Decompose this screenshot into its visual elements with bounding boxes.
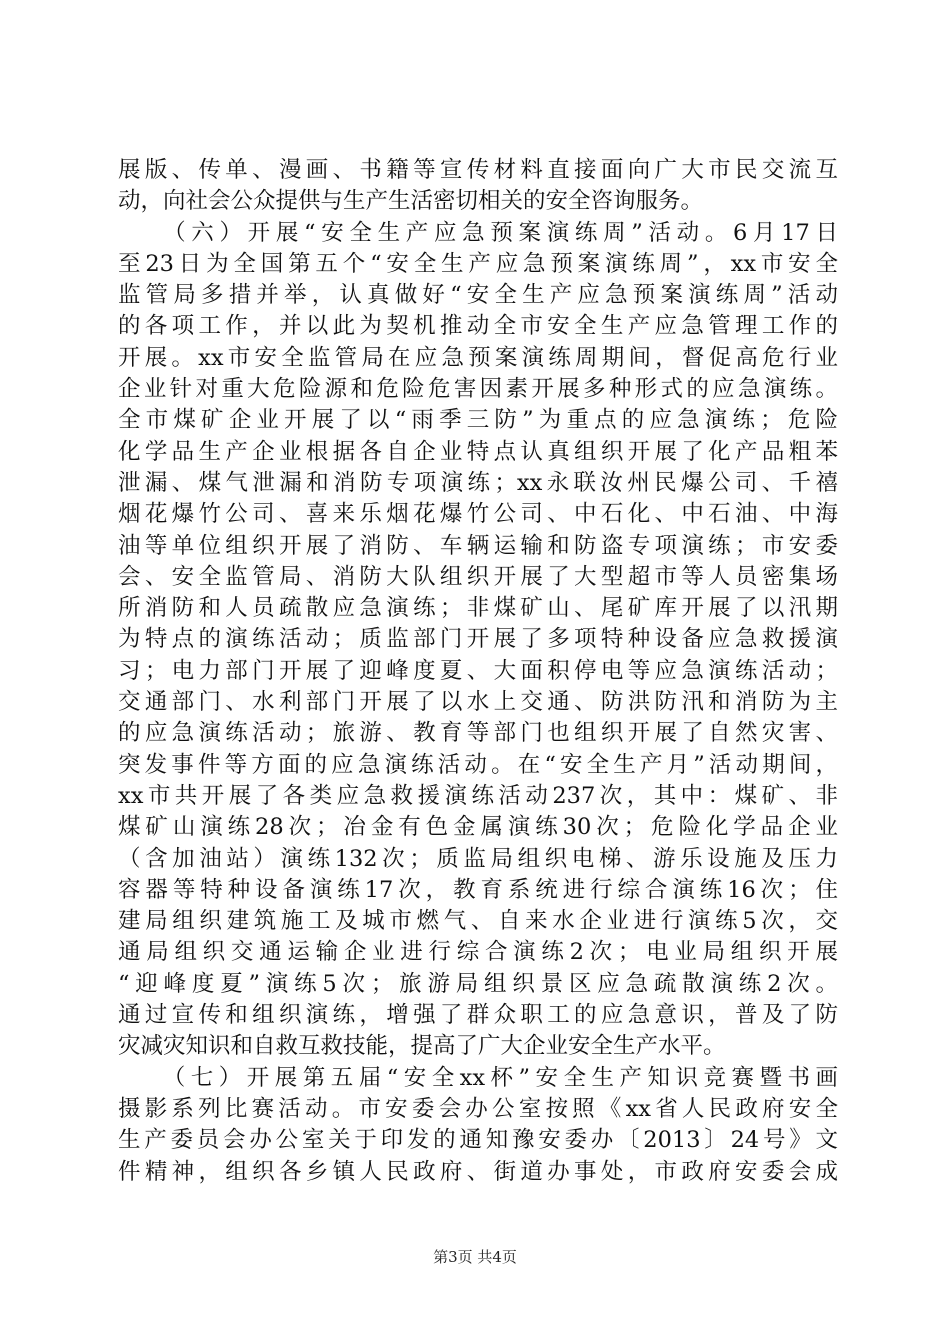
text-line: 摄影系列比赛活动。市安委会办公室按照《xx省人民政府安全 bbox=[118, 1095, 838, 1122]
text-line: 突发事件等方面的应急演练活动。在“安全生产月”活动期间， bbox=[118, 751, 838, 778]
text-line: 开展。xx市安全监管局在应急预案演练周期间，督促高危行业 bbox=[118, 344, 838, 371]
text-line: 交通部门、水利部门开展了以水上交通、防洪防汛和消防为主 bbox=[118, 689, 838, 716]
text-line: 企业针对重大危险源和危险危害因素开展多种形式的应急演练。 bbox=[118, 376, 838, 403]
text-line: 通过宣传和组织演练，增强了群众职工的应急意识，普及了防 bbox=[118, 1002, 838, 1029]
text-line: 的各项工作，并以此为契机推动全市安全生产应急管理工作的 bbox=[118, 313, 838, 340]
document-body bbox=[118, 155, 838, 1188]
text-line: （六）开展“安全生产应急预案演练周”活动。6月17日 bbox=[118, 219, 838, 246]
text-line: 展版、传单、漫画、书籍等宣传材料直接面向广大市民交流互 bbox=[118, 157, 838, 183]
text-line: 习；电力部门开展了迎峰度夏、大面积停电等应急演练活动； bbox=[118, 657, 838, 684]
text-line: 动，向社会公众提供与生产生活密切相关的安全咨询服务。 bbox=[118, 188, 704, 215]
text-line: 会、安全监管局、消防大队组织开展了大型超市等人员密集场 bbox=[118, 563, 838, 590]
page-number: 第3页 共4页 bbox=[433, 1248, 517, 1266]
text-line: 建局组织建筑施工及城市燃气、自来水企业进行演练5次，交 bbox=[118, 908, 838, 935]
text-line: 灾减灾知识和自救互救技能，提高了广大企业安全生产水平。 bbox=[118, 1033, 726, 1060]
page-footer bbox=[0, 1247, 950, 1267]
text-line: 容器等特种设备演练17次，教育系统进行综合演练16次；住 bbox=[118, 876, 838, 903]
text-line: 件精神，组织各乡镇人民政府、街道办事处，市政府安委会成 bbox=[118, 1158, 838, 1185]
text-line: 所消防和人员疏散应急演练；非煤矿山、尾矿库开展了以汛期 bbox=[118, 595, 838, 622]
text-line: 全市煤矿企业开展了以“雨季三防”为重点的应急演练；危险 bbox=[118, 407, 838, 434]
text-line: “迎峰度夏”演练5次；旅游局组织景区应急疏散演练2次。 bbox=[118, 970, 838, 997]
text-line: 生产委员会办公室关于印发的通知豫安委办〔2013〕24号》文 bbox=[118, 1127, 838, 1154]
text-line: 烟花爆竹公司、喜来乐烟花爆竹公司、中石化、中石油、中海 bbox=[118, 501, 838, 528]
text-line: （含加油站）演练132次；质监局组织电梯、游乐设施及压力 bbox=[118, 845, 838, 872]
text-line: 的应急演练活动；旅游、教育等部门也组织开展了自然灾害、 bbox=[118, 720, 838, 747]
text-line: 泄漏、煤气泄漏和消防专项演练；xx永联汝州民爆公司、千禧 bbox=[118, 469, 838, 496]
text-line: （七）开展第五届“安全xx杯”安全生产知识竞赛暨书画 bbox=[118, 1064, 838, 1091]
text-line: 油等单位组织开展了消防、车辆运输和防盗专项演练；市安委 bbox=[118, 532, 838, 559]
text-line: 监管局多措并举，认真做好“安全生产应急预案演练周”活动 bbox=[118, 282, 838, 309]
text-line: xx市共开展了各类应急救援演练活动237次，其中：煤矿、非 bbox=[118, 782, 838, 809]
text-line: 化学品生产企业根据各自企业特点认真组织开展了化产品粗苯 bbox=[118, 438, 838, 465]
text-line: 为特点的演练活动；质监部门开展了多项特种设备应急救援演 bbox=[118, 626, 838, 653]
text-line: 通局组织交通运输企业进行综合演练2次；电业局组织开展 bbox=[118, 939, 838, 966]
text-line: 煤矿山演练28次；冶金有色金属演练30次；危险化学品企业 bbox=[118, 814, 838, 841]
text-line: 至23日为全国第五个“安全生产应急预案演练周”，xx市安全 bbox=[118, 250, 838, 277]
